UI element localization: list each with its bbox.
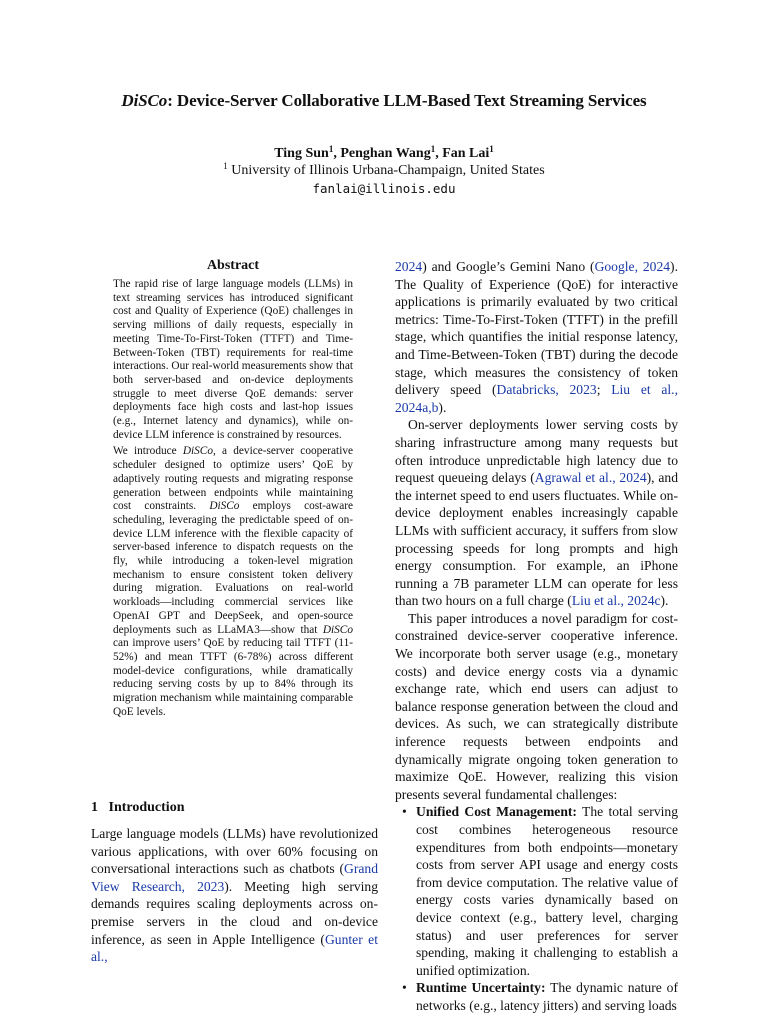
title-system-name: DiSCo <box>121 91 168 110</box>
citation-link[interactable]: Databricks, 2023 <box>496 382 597 398</box>
section-number: 1 <box>91 800 98 815</box>
body-text: ). <box>660 593 669 609</box>
list-item-title: Runtime Uncertainty: <box>416 980 546 996</box>
section-heading-introduction <box>91 800 184 816</box>
abstract-text: can improve users’ QoE by reducing tail TTFT (11-52%) and mean TTFT (6-78%) across different model-device configurations, while dramatically reducing serving costs by up to 84% through its migration mechanism while maintaining comparable QoE levels. <box>113 637 353 718</box>
list-item-text: The dynamic nature of networks (e.g., latency jitters) and serving loads <box>416 980 678 1013</box>
body-text: ). The Quality of Experience (QoE) for interactive applications is primarily evaluated by two critical metrics: Time-To-First-Token (TTFT) in the prefill stage, which quantifies the initial response latency, and Time-Between-Token (TBT) during the decode stage, which measures the consistency of token delivery speed ( <box>395 259 678 398</box>
paper-title <box>0 91 768 111</box>
list-item <box>416 803 678 979</box>
contact-email: fanlai@illinois.edu <box>312 181 456 196</box>
citation-link[interactable]: Grand View Research, 2023 <box>91 861 378 894</box>
body-text: On-server deployments lower serving costs by sharing infrastructure among many requests but often introduce unpredictable high latency due to request queueing delays ( <box>395 417 678 486</box>
abstract-text: We introduce <box>113 445 183 458</box>
list-item <box>416 979 678 1014</box>
system-name: DiSCo <box>209 500 240 513</box>
abstract-heading: Abstract <box>206 258 260 273</box>
abstract-paragraph-1: The rapid rise of large language models (LLMs) in text streaming services has introduced significant cost and Quality of Experience (QoE) challenges in serving millions of daily requests, especially in meeting Time-To-First-Token (TTFT) and Time-Between-Token (TBT) requirements for real-time interactions. Our real-world measurements show that both server-based and on-device deployments struggle to meet diverse QoE demands: server deployments face high costs and last-hop issues (e.g., Internet latency and dynamics), while on-device LLM inference is constrained by resources. <box>113 278 353 441</box>
author-2-affil-mark: 1 <box>430 144 436 154</box>
right-paragraph-2 <box>395 416 678 610</box>
author-3-affil-mark: 1 <box>489 144 494 154</box>
author-3: Fan Lai <box>442 146 490 161</box>
body-text: ). Meeting high serving demands requires scaling deployments across on-premise servers in the cloud and on-device inference, as seen in Apple Intelligence ( <box>91 878 379 947</box>
body-text: ), and the internet speed to end users fluctuates. While on-device deployment enables increasingly capable LLMs with sufficient accuracy, it suffers from slow processing speeds for long prompts and high energy consumption. For example, an iPhone running a 7B parameter LLM can operate for less than two hours on a full charge ( <box>395 470 678 609</box>
list-item-text: The total serving cost combines heterogeneous resource expenditures from both endpoints—monetary costs from server API usage and energy costs from device computation. The relative value of energy costs varies dynamically based on device context (e.g., battery level, charging status) and user preferences for server spending, making it challenging to establish a unified optimization. <box>416 804 678 978</box>
abstract-paragraph-2 <box>113 445 353 719</box>
author-1: Ting Sun <box>274 146 329 161</box>
citation-link[interactable]: 2024 <box>395 259 423 274</box>
affiliation-mark: 1 <box>223 161 228 171</box>
affiliation-text: University of Illinois Urbana-Champaign, United States <box>227 163 545 178</box>
section-title: Introduction <box>108 800 185 815</box>
abstract-body <box>113 278 353 720</box>
body-text: Large language models (LLMs) have revolutionized various applications, with over 60% focusing on conversational interactions such as chatbots ( <box>91 826 378 877</box>
citation-link[interactable]: Gunter et al., <box>91 931 378 965</box>
right-column <box>395 258 678 1015</box>
author-2: Penghan Wang <box>340 146 431 161</box>
citation-link[interactable]: Liu et al., 2024c <box>571 593 661 609</box>
author-1-affil-mark: 1 <box>328 144 334 154</box>
body-text: ) and Google’s Gemini Nano ( <box>422 259 595 274</box>
intro-paragraph-1 <box>91 825 378 966</box>
title-rest: : Device-Server Collaborative LLM-Based Text Streaming Services <box>167 91 647 110</box>
body-text: ). <box>438 399 447 415</box>
abstract-text: employs cost-aware scheduling, leveraging the predictable speed of on-device LLM inference with the flexible capacity of server-based inference to dispatch requests on the fly, while introducing a token-level migration mechanism to ensure consistent token delivery during migration. Evaluations on real-world workloads—including commercial services like OpenAI GPT and DeepSeek, and open-source deployments such as LLaMA3—show that <box>113 500 353 636</box>
body-text: ; <box>596 382 612 398</box>
right-paragraph-1 <box>395 258 678 416</box>
challenge-list <box>395 803 678 1014</box>
author-list: Ting Sun$^1$, Penghan Wang$^1$, Fan Lai$^1$ <box>274 144 494 161</box>
system-name: DiSCo <box>182 445 213 458</box>
citation-link[interactable]: Google, 2024 <box>594 259 671 274</box>
system-name: DiSCo <box>322 623 353 636</box>
list-item-title: Unified Cost Management: <box>416 804 577 820</box>
right-paragraph-3: This paper introduces a novel paradigm for cost-constrained device-server cooperative inference. We incorporate both server usage (e.g., monetary costs) and device energy costs via a dynamic exchange rate, which end users can adjust to balance response generation between the cloud and devices. As such, we can strategically distribute inference requests between endpoints and dynamically migrate ongoing token generation to maximize QoE. However, realizing this vision presents several fundamental challenges: <box>395 610 678 802</box>
abstract-text: , a device-server cooperative scheduler designed to optimize users’ QoE by adaptively routing requests and migrating response generation between endpoints while maintaining cost constraints. <box>113 445 353 513</box>
affiliation <box>0 163 768 179</box>
citation-link[interactable]: Liu et al., 2024a,b <box>395 382 678 415</box>
citation-link[interactable]: Agrawal et al., 2024 <box>534 470 647 486</box>
